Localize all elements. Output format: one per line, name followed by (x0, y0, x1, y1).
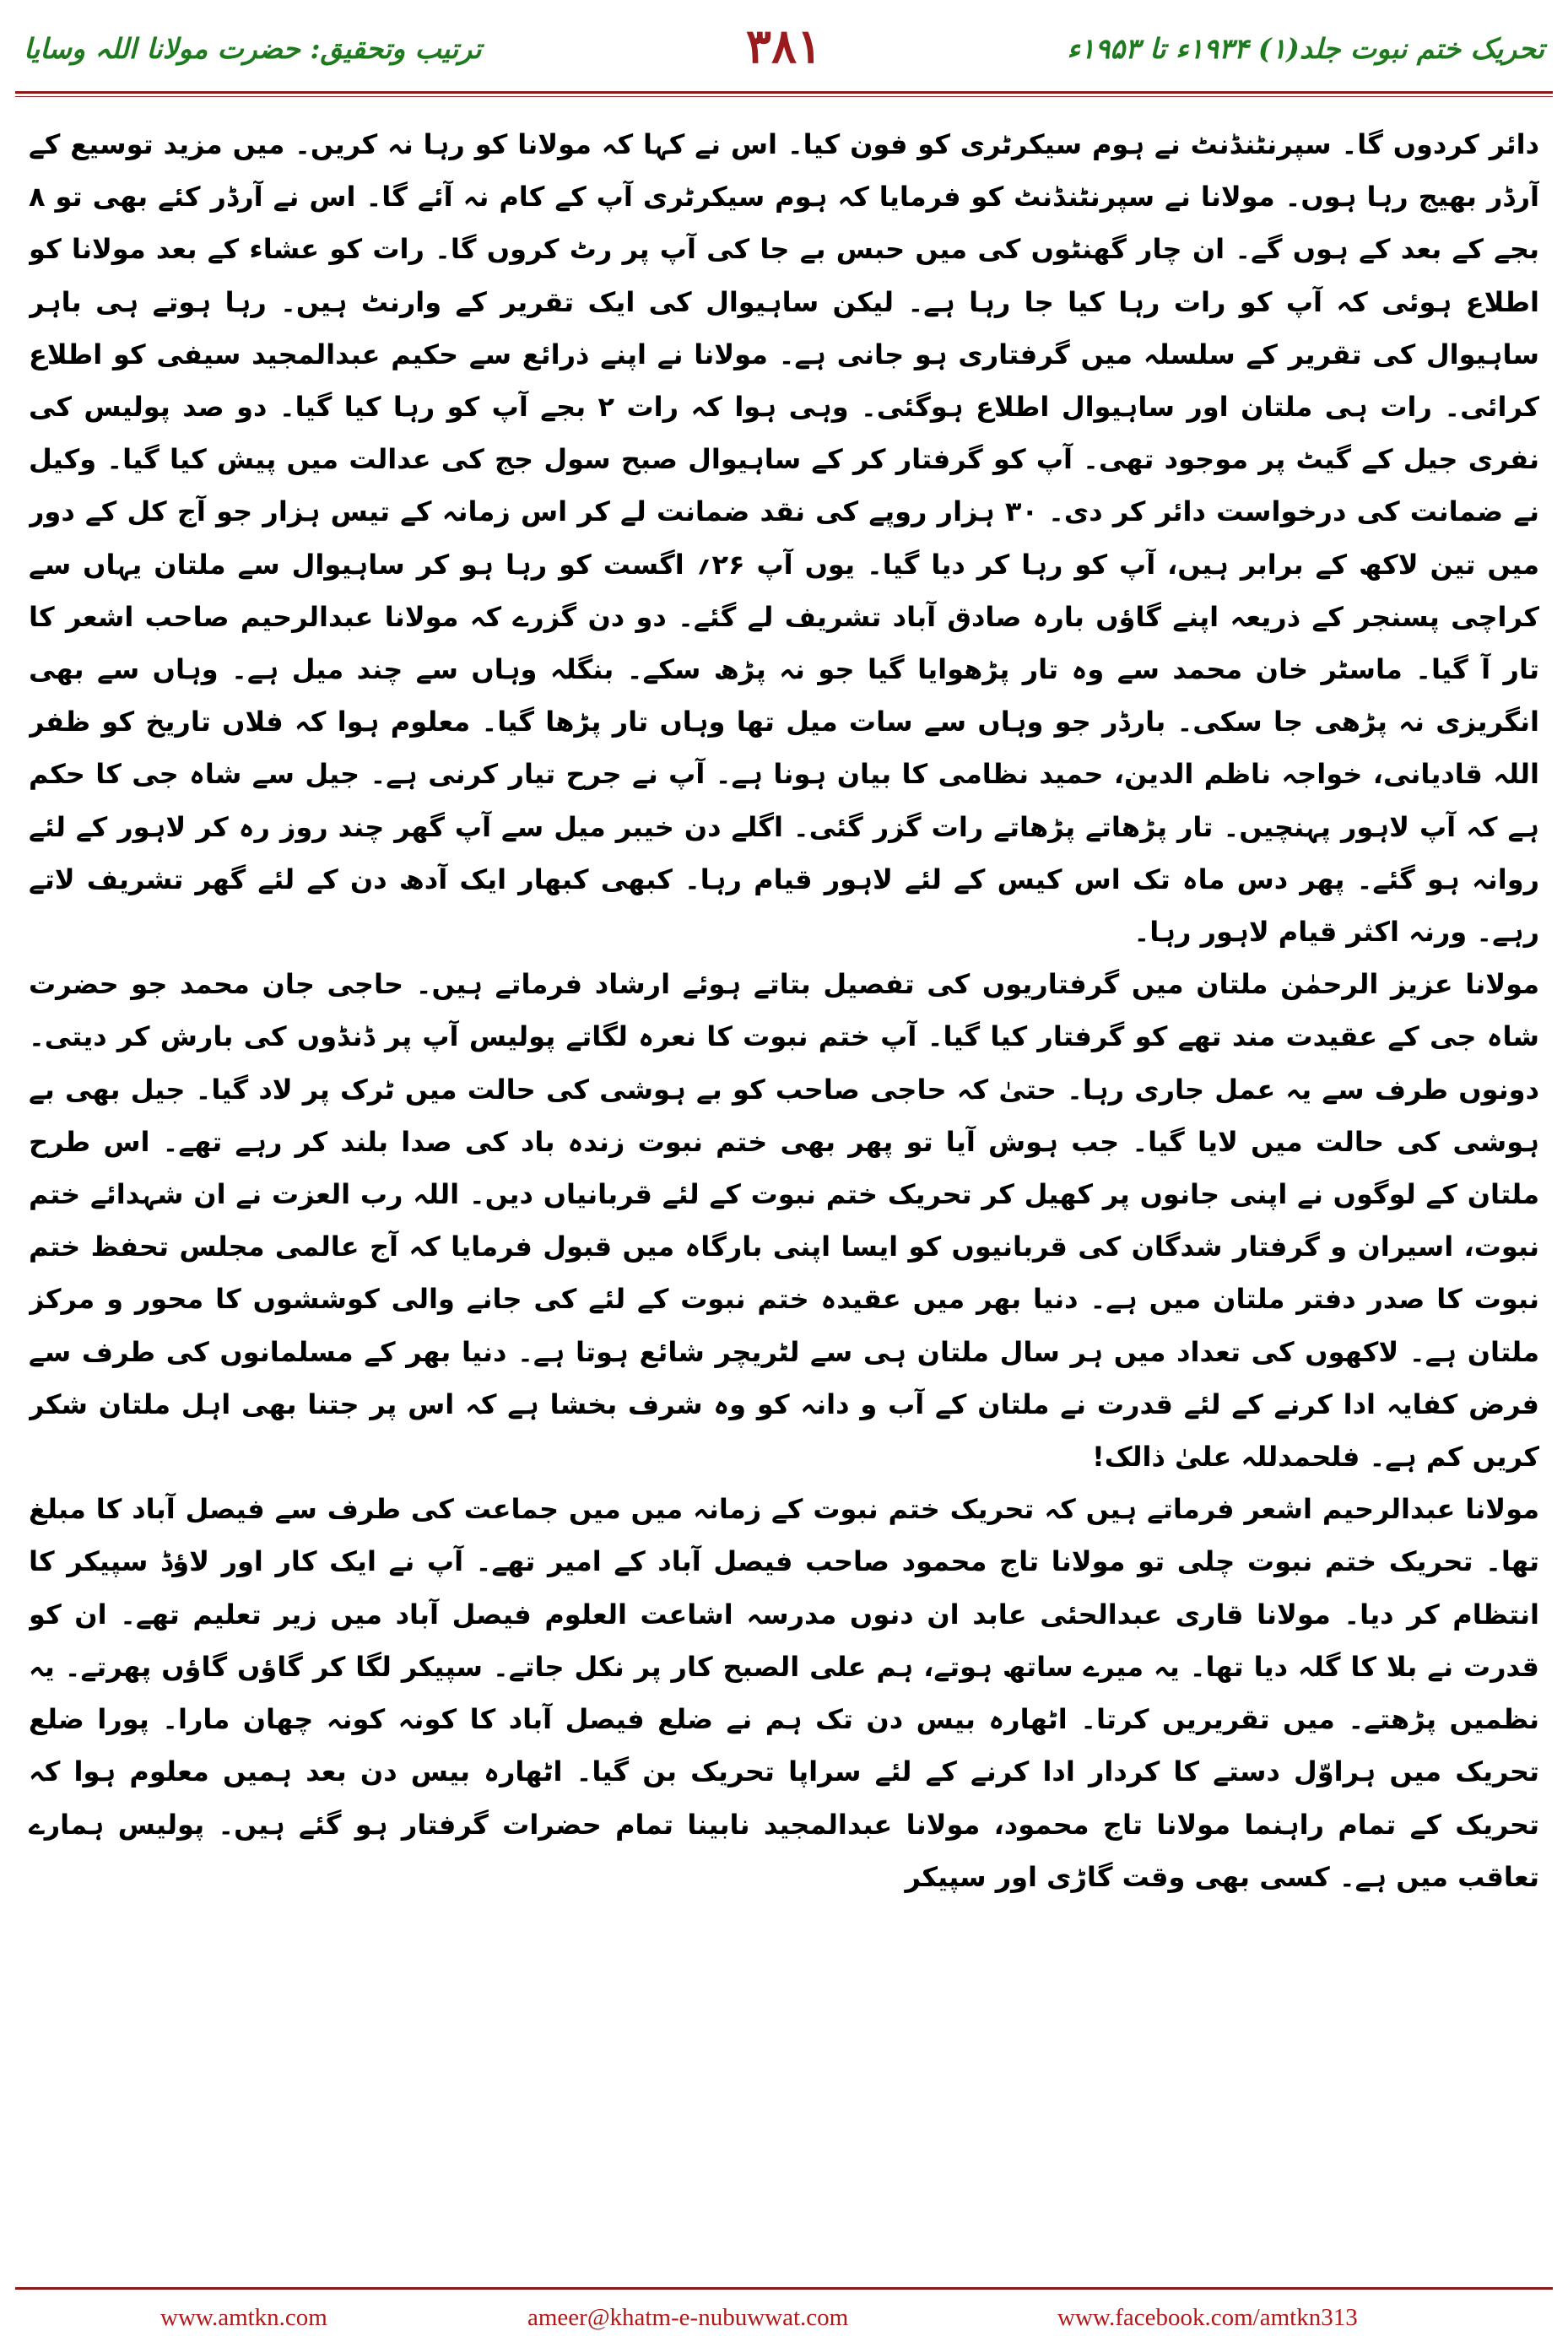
page-number: ۳۸۱ (745, 19, 823, 74)
website-link[interactable]: www.amtkn.com (160, 2304, 327, 2331)
header-rule-thin (15, 96, 1553, 97)
page-body (29, 118, 1539, 2274)
email-link[interactable]: ameer@khatm-e-nubuwwat.com (527, 2304, 849, 2331)
paragraph-2-text: مولانا عزیز الرحمٰن ملتان میں گرفتاریوں کی تفصیل بتاتے ہوئے ارشاد فرماتے ہیں۔ حاجی جان محمد جو حضرت شاہ جی کے عقیدت مند تھے کو گرفتار کیا گیا۔ آپ ختم نبوت کا نعرہ لگاتے پولیس آپ پر ڈنڈوں کی بارش کر دیتی۔ دونوں طرف سے یہ عمل جاری رہا۔ حتیٰ کہ حاجی صاحب کو بے ہوشی کی حالت میں ٹرک پر لاد گیا۔ جیل بھی بے ہوشی کی حالت میں لایا گیا۔ جب ہوش آیا تو پھر بھی ختم نبوت زندہ باد کی صدا بلند کر رہے تھے۔ اس طرح ملتان کے لوگوں نے اپنی جانوں پر کھیل کر تحریک ختم نبوت کے لئے قربانیاں دیں۔ اللہ رب العزت نے ان شہدائے ختم نبوت، اسیران و گرفتار شدگان کی قربانیوں کو ایسا اپنی بارگاہ میں قبول فرمایا کہ آج عالمی مجلس تحفظ ختم نبوت کا صدر دفتر ملتان میں ہے۔ دنیا بھر میں عقیدہ ختم نبوت کے لئے کی جانے والی کوششوں کا محور و مرکز ملتان ہے۔ لاکھوں کی تعداد میں ہر سال ملتان ہی سے لٹریچر شائع ہوتا ہے۔ دنیا بھر کے مسلمانوں کی طرف سے فرض کفایہ ادا کرنے کے لئے قدرت نے ملتان کے آب و دانہ کو وہ شرف بخشا ہے کہ اس پر جتنا بھی اہل ملتان شکر کریں کم ہے۔ (29, 968, 1539, 1474)
footer-rule (15, 2287, 1553, 2290)
paragraph-1: دائر کردوں گا۔ سپرنٹنڈنٹ نے ہوم سیکرٹری کو فون کیا۔ اس نے کہا کہ مولانا کو رہا نہ کریں۔ میں مزید توسیع کے آرڈر بھیج رہا ہوں۔ مولانا نے سپرنٹنڈنٹ کو فرمایا کہ ہوم سیکرٹری آپ کے کام نہ آئے گا۔ اس نے آرڈر کئے بھی تو ۸ بجے کے بعد کے ہوں گے۔ ان چار گھنٹوں کی میں حبس بے جا کی آپ پر رٹ کروں گا۔ رات کو عشاء کے بعد مولانا کو اطلاع ہوئی کہ آپ کو رات رہا کیا جا رہا ہے۔ لیکن ساہیوال کی ایک تقریر کے وارنٹ ہیں۔ رہا ہوتے ہی باہر ساہیوال کی تقریر کے سلسلہ میں گرفتاری ہو جانی ہے۔ مولانا نے اپنے ذرائع سے حکیم عبدالمجید سیفی کو اطلاع کرائی۔ رات ہی ملتان اور ساہیوال اطلاع ہوگئی۔ وہی ہوا کہ رات ۲ بجے آپ کو رہا کیا گیا۔ دو صد پولیس کی نفری جیل کے گیٹ پر موجود تھی۔ آپ کو گرفتار کر کے ساہیوال صبح سول جج کی عدالت میں پیش کیا گیا۔ وکیل نے ضمانت کی درخواست دائر کر دی۔ ۳۰ ہزار روپے کی نقد ضمانت لے کر اس زمانہ کے تیس ہزار جو آج کل کے دور میں تین لاکھ کے برابر ہیں، آپ کو رہا کر دیا گیا۔ یوں آپ ۲۶؍ اگست کو رہا ہو کر ساہیوال سے ملتان یہاں سے کراچی پسنجر کے ذریعہ اپنے گاؤں بارہ صادق آباد تشریف لے گئے۔ دو دن گزرے کہ مولانا عبدالرحیم صاحب اشعر کا تار آ گیا۔ ماسٹر خان محمد سے وہ تار پڑھوایا گیا جو نہ پڑھ سکے۔ بنگلہ وہاں سے چند میل ہے۔ وہاں سے بھی انگریزی نہ پڑھی جا سکی۔ بارڈر جو وہاں سے سات میل تھا وہاں تار پڑھا گیا۔ معلوم ہوا کہ فلاں تاریخ کو ظفر اللہ قادیانی، خواجہ ناظم الدین، حمید نظامی کا بیان ہونا ہے۔ آپ نے جرح تیار کرنی ہے۔ جیل سے شاہ جی کا حکم ہے کہ آپ لاہور پہنچیں۔ تار پڑھاتے پڑھاتے رات گزر گئی۔ اگلے دن خیبر میل سے آپ گھر چند روز رہ کر لاہور کے لئے روانہ ہو گئے۔ پھر دس ماہ تک اس کیس کے لئے لاہور قیام رہا۔ کبھی کبھار ایک آدھ دن کے لئے گھر تشریف لاتے رہے۔ ورنہ اکثر قیام لاہور رہا۔ (29, 128, 1539, 949)
compiler-credit: ترتیب وتحقیق: حضرت مولانا اللہ وسایا (24, 32, 482, 65)
header-rule (15, 91, 1553, 94)
book-title: تحریک ختم نبوت جلد(۱) ۱۹۳۴ء تا ۱۹۵۳ء (1067, 32, 1544, 65)
paragraph-3: مولانا عبدالرحیم اشعر فرماتے ہیں کہ تحریک ختم نبوت کے زمانہ میں میں جماعت کی طرف سے فیصل آباد کا مبلغ تھا۔ تحریک ختم نبوت چلی تو مولانا تاج محمود صاحب فیصل آباد کے امیر تھے۔ آپ نے ایک کار اور لاؤڈ سپیکر کا انتظام کر دیا۔ مولانا قاری عبدالحئی عابد ان دنوں مدرسہ اشاعت العلوم فیصل آباد میں زیر تعلیم تھے۔ ان کو قدرت نے بلا کا گلہ دیا تھا۔ یہ میرے ساتھ ہوتے، ہم علی الصبح کار پر نکل جاتے۔ سپیکر لگا کر گاؤں گاؤں پھرتے۔ یہ نظمیں پڑھتے۔ میں تقریریں کرتا۔ اٹھارہ بیس دن تک ہم نے ضلع فیصل آباد کا کونہ کونہ چھان مارا۔ پورا ضلع تحریک میں ہراوّل دستے کا کردار ادا کرنے کے لئے سراپا تحریک بن گیا۔ اٹھارہ بیس دن بعد ہمیں معلوم ہوا کہ تحریک کے تمام راہنما مولانا تاج محمود، مولانا عبدالمجید نابینا تمام حضرات گرفتار ہو گئے ہیں۔ پولیس ہمارے تعاقب میں ہے۔ کسی بھی وقت گاڑی اور سپیکر (29, 1493, 1539, 1893)
closing-phrase: فلحمدللہ علیٰ ذالک! (1092, 1441, 1360, 1474)
page-footer (0, 2294, 1568, 2342)
paragraph-2 (29, 958, 1539, 1483)
page-header (0, 0, 1568, 93)
facebook-link[interactable]: www.facebook.com/amtkn313 (1057, 2304, 1358, 2331)
